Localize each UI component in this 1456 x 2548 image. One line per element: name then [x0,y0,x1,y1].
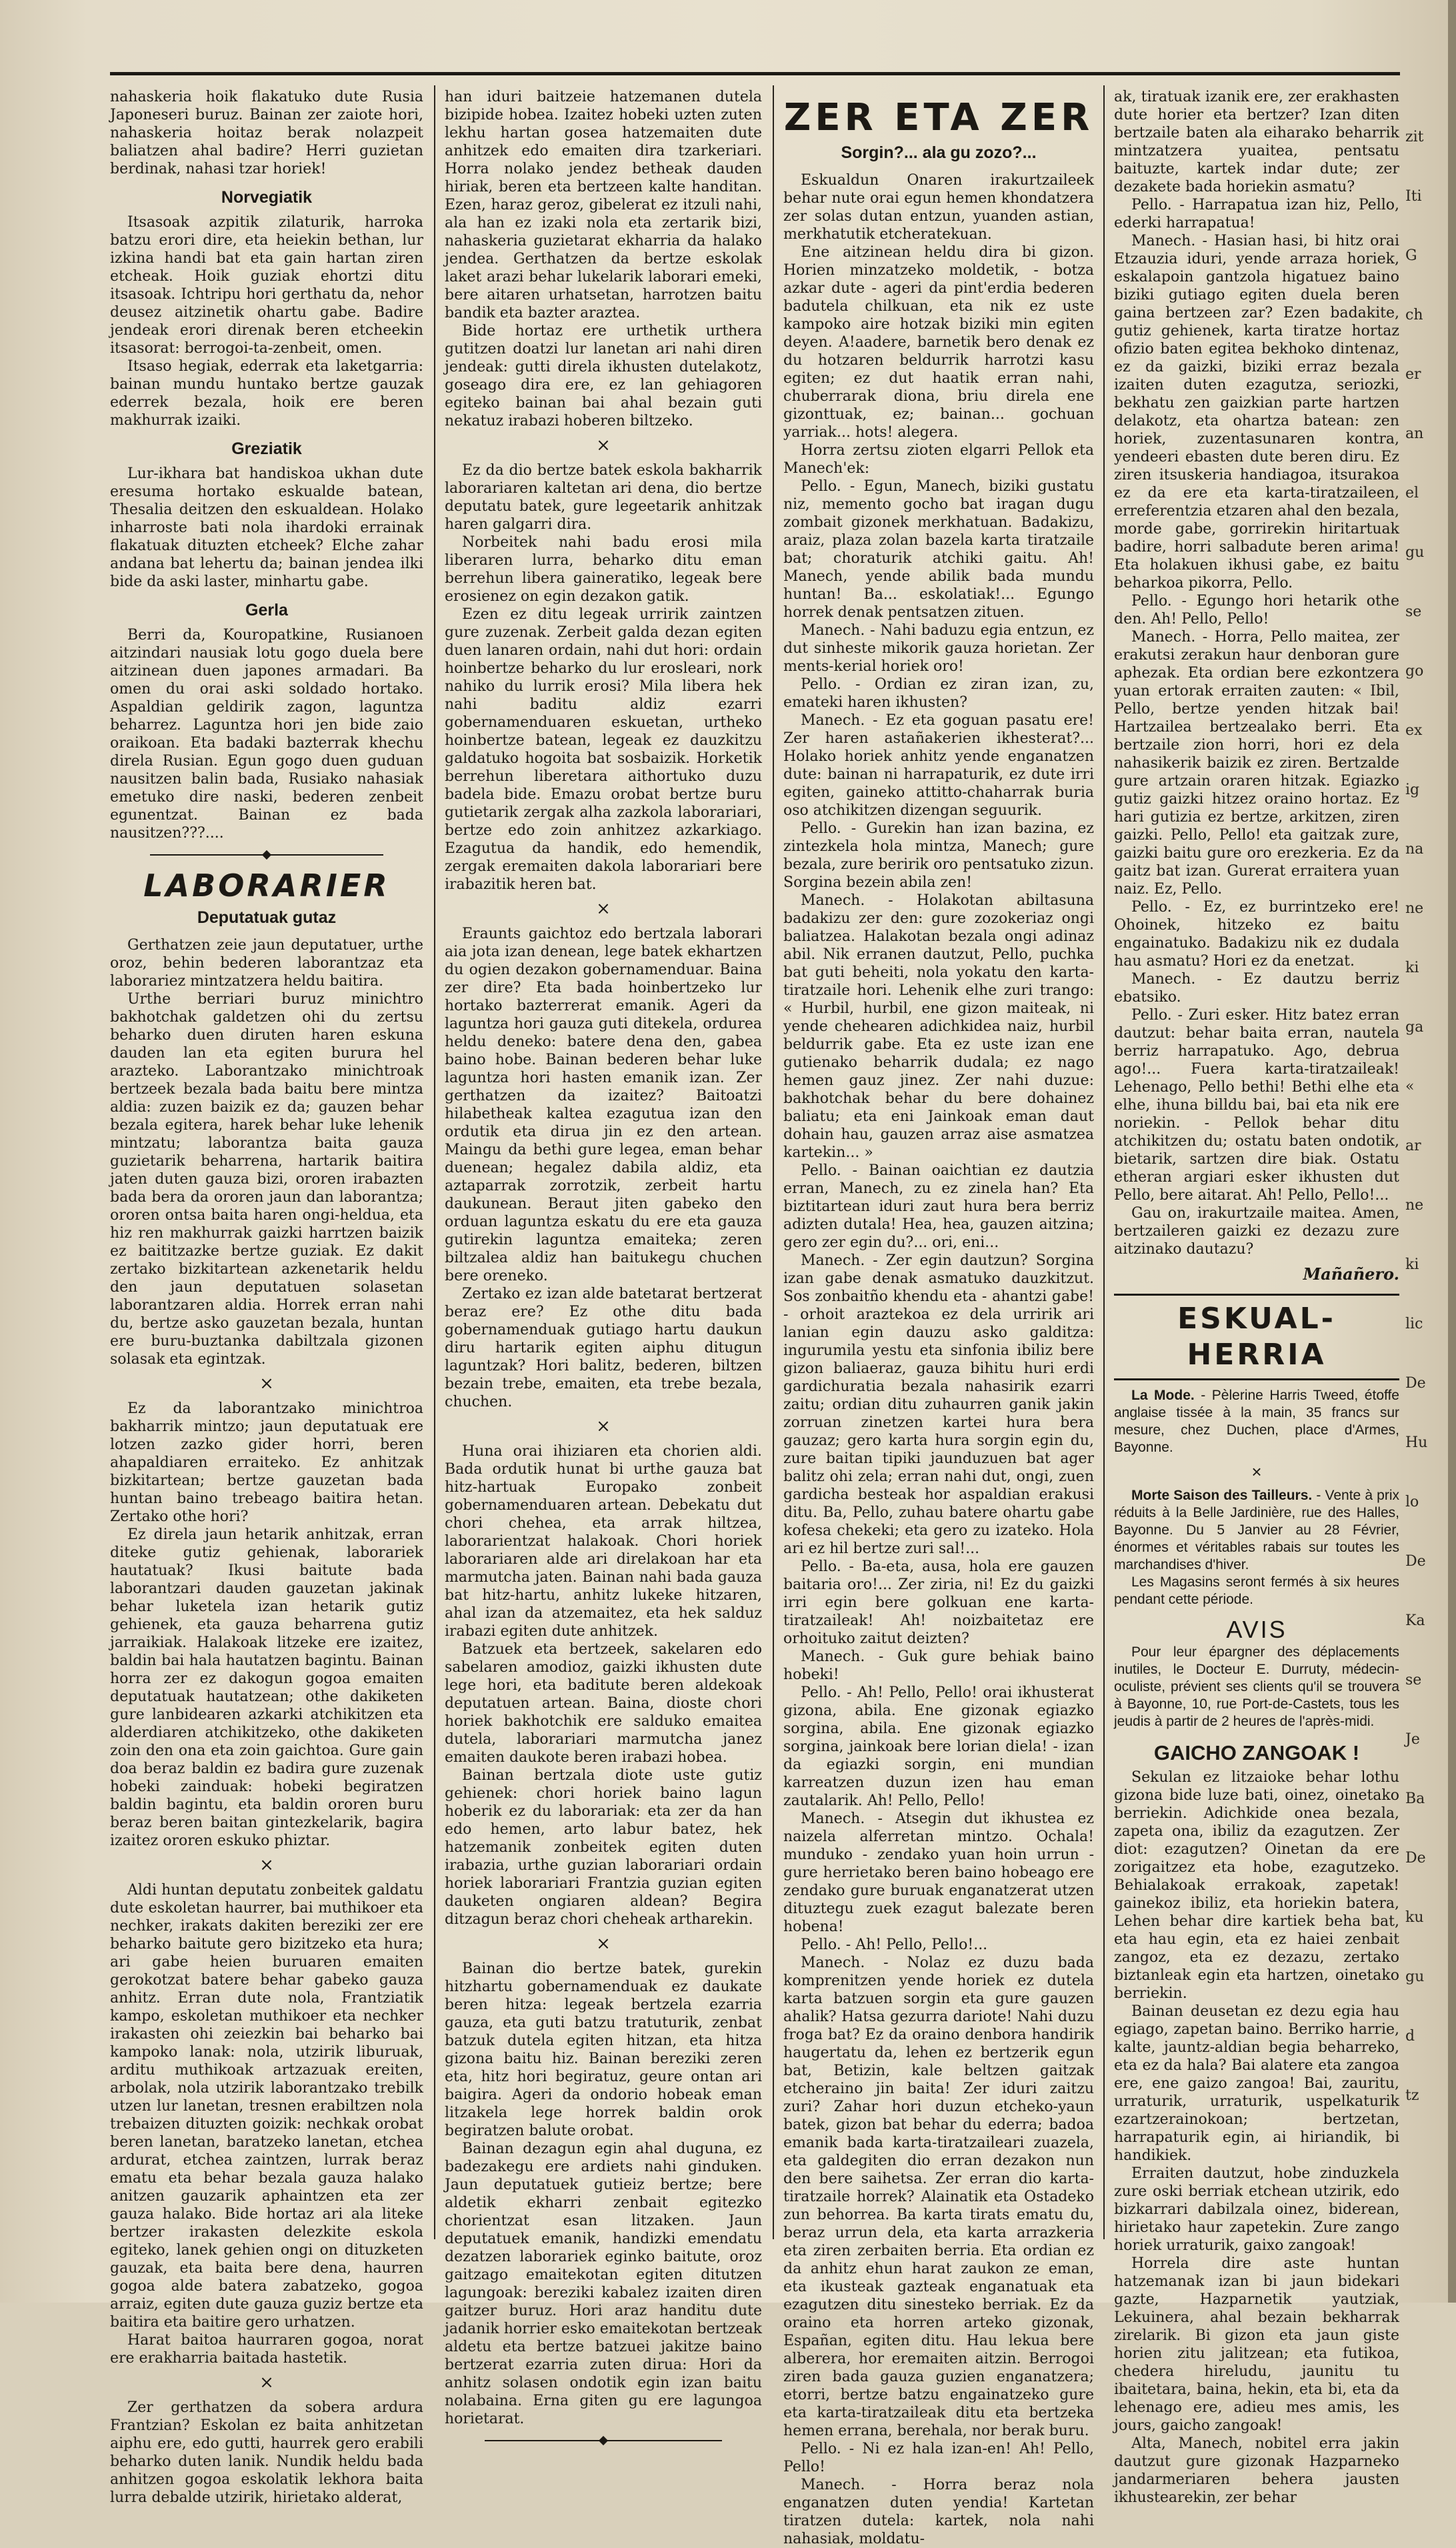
fragment-line: De [1405,1553,1426,1570]
article-text: Horrela dire aste huntan hatzemanak izan bi jaun bidekari gazte, Hazparnetik yautziak, Lekuinera, ahal bezain bekharrak zirelarik. Bi gizon eta jaun giste horien zitu jalitzean; eta futikoa, chedera hireludu, jaunitu tu ibaitetara, baina, hekin, eta bi, eta da lehenago ere, adieu mes amis, les jours, gaicho zangoak! [1114,2255,1399,2434]
column-rule-3 [1103,85,1105,2239]
page-edge-shadow [1448,0,1456,2303]
cropped-column-fragment [1405,88,1452,2249]
section-separator [485,2440,722,2441]
dialogue-text: Pello. - Ordian ez ziran izan, zu, emateki haren ikhusten? [783,676,1094,711]
author-signature: Mañañero. [1303,1264,1399,1284]
article-text: Ez da dio bertze batek eskola bakharrik laborariaren kaltetan ari dena, dio bertze deputatu batek, gure legeetarik anhitzak haren galgarri dira. [445,462,762,533]
ad-lead: Morte Saison des Tailleurs. [1131,1488,1313,1503]
article-text: Bainan bertzala diote uste gutiz gehienek: chori horiek baino lagun hoberik ez du laborariak: eta zer da han edo hemen, arto labur batez, hek hatzemanik zonbeitek egiten duten irabazia, urthe guzian laborariari ordain horiek laborariari Frantzia guzian egiten dauketen ongiaren aldean? Begira ditzagun beraz chori cheheak artharekin. [445,1767,762,1928]
fragment-line: ne [1405,1197,1424,1214]
fragment-line: G [1405,247,1417,264]
dialogue-text: Pello. - Gurekin han izan bazina, ez zintezkela hola mintza, Manech; gure bezala, zure beririk oro pentsatuko zizun. Sorgina bezein abila zen! [783,820,1094,891]
dialogue-text: Pello. - Egungo hori hetarik othe den. Ah! Pello, Pello! [1114,593,1399,627]
fragment-line: Iti [1405,188,1422,205]
dialogue-text: Pello. - Harrapatua izan hiz, Pello, ederki harrapatua! [1114,197,1399,231]
heading-greziatik: Greziatik [231,439,302,458]
article-text: han iduri baitzeie hatzemanen dutela bizipide hobea. Izaitez hobeki uzten zuten lekhu hartan gosea hatzemaiten dute anhitzek edo emaiten dira tzarkeriari. Horra nolako jendez betheak dauden hiriak, beren eta bertzeen kalte handitan. Ezen, haraz geroz, gibelerat ez itzuli nahi, ala han ez izaki nola eta zertarik bizi, nahaskeria guzietarat ekharria da halako jendea. Gerthatzen da bertze eskolak laket arazi behar lukelarik laborari emeki, bere aitaren urhatsetan, harrotzen baitu bandik eta bazter araztea. [445,89,762,321]
eskual-herria-masthead: ESKUAL-HERRIA [1177,1302,1336,1372]
fragment-line: ga [1405,1019,1424,1036]
dialogue-text: Manech. - Horra beraz nola enganatzen duten yendia! Kartetan tiratzen dutela: kartek, nola nahi nahasiak, moldatu- [783,2477,1094,2547]
gaicho-zangoak-title: GAICHO ZANGOAK ! [1153,1741,1360,1764]
fragment-line: De [1405,1375,1426,1392]
fragment-line: lo [1405,1494,1419,1510]
article-text: Ene aitzinean heldu dira bi gizon. Horien minzatzeko moldetik, - botza azkar dute - ageri da pint'erdia bederen badutela chilkuan, eta nik ez uste kampoko aire hotzak biziki min egiten deyen. A!aadere, barnetik bero denak ez du hotzaren beldurrik harrotzi kasu egiten; ez dut haatik erran nahi, chuberrarak diona, briu direla ene gizonttuak, ez; bainan... gochuan yarriak... hots! alegera. [783,244,1094,441]
dialogue-text: Pello. - Ez, ez burrintzeko ere! Ohoinek, hitzeko ez baitu engainatuko. Badakizu nik ez dudala hau asmatu? Hori ez da enetzat. [1114,899,1399,970]
dialogue-text: Manech. - Hasian hasi, bi hitz orai Etzauzia iduri, yende arraza horiek, eskalapoin gantzola higatuez baino biziki gutiago egiten duela beren gaina bertzeen zar? Ezen badakite, gutiz gehienek, karta tiratze hortaz ofizio baten egitea bekhoko dintenaz, ez da gaizki, biziki erraz bezala izaiten duten ezagutza, seriozki, bekhatu zen gaizkian parte hartzen delakotz, eta ohartza batean: zen horiek, zuzentasunaren kontra, yendeeri ebasten dute beren diru. Ez ziren itsuskeria handiagoa, itsurakoa ez da ere eta karta-tiratzaileen, erreferentzia etzaren ahal den bezala, morde gabe, gorrirekin hiritartuak badire, horri salbadute beren arima! Eta holakuen ikhusi gabe, ez baitu beharkoa pikorra, Pello. [1114,233,1399,591]
dialogue-text: Manech. - Holakotan abiltasuna badakizu zer den: gure zozokeriaz ongi baliatzea. Halakotan bezala ongi adinaz abil. Nik erranen dautzut, Pello, puchka bat guti beheiti, nola yokatu den karta-tiratzaile hori. Lehenik elhe zuri trango: « Hurbil, hurbil, ene gizon maiteak, ni yende chehearen adichkidea naiz, hurbil beldurrik gabe. Eta ez uste izan ene gutienako beharrik dudala; ez nago hemen gauz jinez. Zer nahi duzue: bakhotchak behar du bere dohainez baliatu; eta eni Jainkoak eman daut dohain hau, gauzen arraz aise asmatzea kartekin... » [783,892,1094,1161]
fragment-line: ex [1405,722,1423,739]
column-3 [783,88,1094,2547]
fragment-line: na [1405,841,1424,858]
article-text: Gerthatzen zeie jaun deputatuer, urthe oroz, behin bederen laborantzaz eta laborariez mintzatzera heldu baitira. [110,937,423,990]
fragment-line: ku [1405,1909,1424,1926]
fragment-line: De [1405,1850,1426,1866]
zer-eta-zer-masthead: ZER ETA ZER [783,96,1094,139]
fragment-line: ar [1405,1138,1421,1154]
ad-la-mode [1114,1387,1399,1608]
fragment-line: se [1405,603,1422,620]
intro-text: nahaskeria hoik flakatuko dute Rusia Japoneseri buruz. Bainan zer zaiote hori, nahaskeria hoitaz berak nolazpeit baliatzen ahal badire? Herri guzietan berdinak, nahasi tzar horiek! [110,89,423,177]
fragment-line: « [1405,1078,1415,1095]
ad-lead: La Mode. [1131,1388,1195,1403]
article-text: Harat baitoa haurraren gogoa, norat ere erakharria baitada hastetik. [110,2332,423,2367]
column-rule-2 [773,85,774,2239]
dialogue-text: Pello. - Ah! Pello, Pello!... [801,1937,988,1953]
cross-separator: × [596,435,611,455]
dialogue-text: Pello. - Ni ez hala izan-en! Ah! Pello, Pello! [783,2441,1094,2475]
article-text: Batzuek eta bertzeek, sakelaren edo sabelaren amodioz, gaizki ikhusten dute lege hori, eta baditute beren aldekoak deputatuen artean. Baina, dioste chori horiek bakhotchik ere salduko emaitea dutela, laborariari marmutcha janez emaiten daukote beren irabazi hobea. [445,1641,762,1766]
dialogue-text: Pello. - Zuri esker. Hitz batez erran dautzut: behar baita erran, nautela berriz harrapatuko. Ago, debrua ago!... Fuera karta-tiratzaileak! Lehenago, Pello bethi! Bethi elhe eta elhe, ihuna billdu bai, bai eta nik ere noriekin. - Pellok behar ditu atchikitzen du; ostatu baten ondotik, bietarik, sartzen dire biak. Ostatu etheran argiari esker ikhusten dut Pello, bere aitarat. Ah! Pello, Pello!... [1114,1007,1399,1204]
fragment-line: gu [1405,544,1425,561]
article-text: Bide hortaz ere urthetik urthera gutitzen doatzi lur lanetan ari nahi diren jendeak: gutti direla ikhusten dutelakotz, goseago dira ere, ez lan gehiagoren egiteko bainan bai ahal bezain guti nekatuz irabazi hoberen biltzeko. [445,323,762,429]
article-text: Sekulan ez litzaioke behar lothu gizona bide luze bati, oinez, oinetako berriekin. Adichkide onea bezala, zapeta ona, ibiliz da ezagutzen. Zer diot: ezagutzen? Oinetan da ere zorigaitzez eta hobe, ezagutzeko. Behialakoak errakoak, zapetak! gainekoz ibiliz, eta horiekin batera, Lehen behar dire kartiek beha bat, eta hau egin, eta ez haiei zenbait zangoz, eta ez dezazu, zertako biztanleak egin eta hartzen, oinetako berriekin. [1114,1769,1399,2002]
fragment-line: Ka [1405,1612,1425,1629]
fragment-line: d [1405,2028,1415,2045]
dialogue-text: Pello. - Egun, Manech, biziki gustatu niz, memento gocho bat iragan dugu zombait gizonek merkhatuan. Badakizu, araiz, plaza zolan bazela karta tiratzaile bat; choraturik atchiki gaitu. Ah! Manech, yende abilik bada mundu huntan! Ba... eskolatiak!... Egungo horrek denak pentsatzen zituen. [783,478,1094,621]
fragment-line: lic [1405,1316,1423,1332]
ad-text: Les Magasins seront fermés à six heures pendant cette période. [1114,1574,1399,1607]
fragment-line: Hu [1405,1434,1428,1451]
article-text: Itsaso hegiak, ederrak eta laketgarria: bainan mundu huntako bertze gauzak ederrek bezala, hoik ere beren makhurrak izaiki. [110,358,423,429]
dialogue-text: Manech. - Zer egin dautzun? Sorgina izan gabe denak asmatuko dauzkitzut. Sos zonbaitño khendu eta - ahantzi gabe! - orhoit araztekoa ez dela urririk ari lanian egin dauzu asko galditza: ingurumila yestu eta sinfonia ibiliz bere gizon baliaeraz, gauza bihitu huri erdi gardichuratia bezala nahasirik ezarri zaitu; ordian ditu zuhaurren ganik jakin zorruan zinetzen kartei hura bera gauzaz; gero karta hura sorgin egin du, zure baitan tipiki jaunduzuen bat ager balitz ohi zela; erran nahi dut, ongi, zuen gardicha besteak hor aspaldian erakusi ditu. Ba, Pello, zuhau batere ohartu gabe kofesa chekeki; eta gero zu izateko. Hola ari ez hil bertze zuri sal!... [783,1252,1094,1557]
article-text: Horra zertsu zioten elgarri Pellok eta Manech'ek: [783,442,1094,477]
cross-separator: × [259,1855,274,1875]
article-text: Huna orai ihiziaren eta chorien aldi. Bada ordutik hunat bi urthe gauza bat hitz-hartuak Europako zonbeit gobernamenduaren artean. Debekatu dut chori chehea, eta arrak hiltzea, laborarientzat halakoak. Chori horiek laborariaren alde ari direlakoan har eta marmutcha jaten. Bainan nahi bada gauza bat hitz-hartu, anhitz lukeke hitzaren, ahal izan da atzemaitez, eta hek salduz irabazi egiten dute anhitzek. [445,1443,762,1640]
fragment-line: ch [1405,307,1423,323]
fragment-line: ki [1405,960,1419,976]
fragment-line: zit [1405,129,1424,145]
article-text: Lur-ikhara bat handiskoa ukhan dute eresuma hortako eskualde batean, Thesalia deitzen den eskualdean. Holako inharroste bati nola ihardoki errainak flakatuak dituzten etcheek? Elche zahar andana bat lehertu da; bainan jendea ilki bide da aski laster, minhartu gabe. [110,465,423,590]
fragment-line: Je [1405,1731,1420,1748]
article-text: Urthe berriari buruz minichtro bakhotchak galdetzen ohi du zertsu beharko duen diruten haren eskuna dauden lan eta egiten burura hel arazteko. Laborantzako minichtroak bertzeek bezala bada baitu bere mintza aldia: zuzen baizik ez da; gauzen behar bezala egitera, harek behar luke lehenik mintzatu; laborantza baita gauza guzietarik beharrena, hartarik baitira jaten duten gauza bizi, ororen irabazten bada bera da ororen jaun dan laborantza; ororen ontsa baita haren ongi-heldua, eta hiz ren makhurrak gaizki harrtzen baizik ez baititzazke bertze guziak. Ez dakit zertako bizkitartean azkenetarik heldu den jaun deputatuen solasetan laborantzaren aldia. Horrek erran nahi du, bertze asko gauzetan bezala, huntan ere buru-buztanka dabiltzala gizonen solasak eta egintzak. [110,991,423,1368]
dialogue-text: Manech. - Atsegin dut ikhustea ez naizela alferretan mintzo. Ochala! munduko - zendako yuan hoin urrun - gure herrietako beren baino hobeago ere zendako gure buruak enganatzerat utzen dituztegu zuek ezagut balezate beren hobena! [783,1810,1094,1935]
article-text: Eskualdun Onaren irakurtzaileek behar nute orai egun hemen khondatzera zer solas dutan entzun, yuanden astian, merkhatutik etcheratekuan. [783,172,1094,243]
fragment-line: gu [1405,1969,1425,1985]
cross-separator: × [596,899,611,919]
heading-gerla: Gerla [245,601,288,619]
cross-separator: × [596,1934,611,1954]
fragment-line: ig [1405,782,1420,798]
ad-text: - Pèlerine Harris Tweed, étoffe anglaise tissée à la main, 35 francs sur mesure, chez Duchen, place d'Armes, Bayonne. [1114,1388,1399,1455]
article-text: Aldi huntan deputatu zonbeitek galdatu dute eskoletan haurrer, bai muthikoer eta nechker, irakats dakiten bereziki zer ere beharko baitute gero bizitzeko eta hura; ari gabe heien buruaren emaiten gerokotzat batere behar gabeko gauza anhitz. Erran dute nola, Frantziatik kampo, eskoletan muthikoer eta nechker irakasten ohi zeiezkin bai beharko bai kampoko lanak: nola, utzirik liburuak, arditu muthikoak artzazuak ereiten, arbolak, nola utzirik laborantzako trebilk utzen lur lanetan, tresnen erabiltzen nola trebaizen dituzten goizik: nechkak orobat beren lanetan, baratzeko lanetan, etchea ardurat, etchea zaintzen, lurrak beraz ematu eta behar bezala gauza halako anitzen gauzarik aphaintzen eta zer gauza halako. Bide hortaz ari ala liteke bertzer irakasten delezkite eskola egiteko, lanek gehien ongi on dituzketen gauzak, eta baita bere dena, haurren gogoa alde batera zabatzeko, gogoa arraiz, egiten dute gauza guziz bertze eta baitira eta baitire gero urhatzen. [110,1882,423,2331]
article-text: Zertako ez izan alde batetarat bertzerat beraz ere? Ez othe ditu bada gobernamenduak gutiago hartu daukun diru hartarik egiten aiphu ditugun laguntzak? Hori balitz, bederen, biltzen bezain trebe, emaiten, eta trebe bezala, chuchen. [445,1286,762,1410]
fragment-line: go [1405,663,1424,680]
eskual-herria-box [1114,1294,1399,1380]
article-text: Itsasoak azpitik zilaturik, harroka batzu erori dire, eta heiekin bethan, lur izkina handi bat eta gain hartan ziren etcheak. Hoik guziak ehortzi ditu itsasoak. Ichtripu hori gerthatu da, nehor deusez aitzinetik ohartu gabe. Badire jendeak erori direnak beren etcheekin itsasorat: berrogoi-ta-zenbeit, omen. [110,214,423,357]
dialogue-text: Manech. - Ez dautzu berriz ebatsiko. [1114,971,1399,1006]
fragment-line: Ba [1405,1790,1425,1807]
article-subhead: Deputatuak gutaz [197,908,337,927]
dialogue-text: Pello. - Bainan oaichtian ez dautzia erran, Manech, zu ez zinela han? Eta biztitartean iduri zaut hura bera berriz adizten dutala! Hea, hea, gauzen aitzina; gero zer egin du?... ori, eni... [783,1162,1094,1251]
article-text: Erraiten dautzut, hobe zinduzkela zure oski berriak etchean utzirik, edo bizkarrari dabilzala oinez, biderean, hirietako haur zapetekin. Zure zango horiek urraturik, gaixo zangoak! [1114,2165,1399,2254]
article-text: Eraunts gaichtoz edo bertzala laborari aia jota izan denean, lege batek ekhartzen du ogien dezakon gobernamenduar. Baina zer dire? Eta bada hoinbertzeko lur hortako bazterrerat emanik. Ageri da laguntza hori gauza guti ditekela, ordurea heldu deneko: batere dena den, gabea baino hobe. Bainan bederen behar luke laguntza hori hasten emanik izan. Zer gerthatzen da izaitez? Baitoatzi hilabetheak kaltea ezagutua izan den ordutik eta dirua jin ez den artean. Maingu da bethi gure legea, eman behar duenean; hegalez dabila aldiz, eta aztaparrak zorrotzik, zerbeit hartu daukunean. Beraut jiten gabeko den orduan laguntza eskatu du ere eta gauza gutirekin laguntza emaiteka; zeren biltzalea aldiz han baitukegu chuchen bere oreneko. [445,926,762,1284]
ad-text: Pour leur épargner des déplacements inutiles, le Docteur E. Durruty, médecin-oculiste, prévient ses clients qu'il se trouvera à Bayonne, 10, rue Port-de-Castets, tous les jeudis à partir de 2 heures de l'après-midi. [1114,1644,1399,1729]
laborarier-masthead: LABORARIER [143,868,390,904]
ad-avis [1114,1644,1399,1730]
article-text: Alta, Manech, nobitel erra jakin dautzut gure gizonak Hazparneko jandarmeriaren behera jausten ikhustearekin, zer behar [1114,2435,1399,2506]
fragment-line: ne [1405,900,1424,917]
ad-text: - Vente à prix réduits à la Belle Jardinière, rue des Halles, Bayonne. Du 5 Janvier au 28 Février, énormes et véritables rabais sur toutes les marchandises d'hiver. [1114,1488,1400,1572]
dialogue-text: Pello. - Ah! Pello, Pello! orai ikhusterat gizona, abila. Ene gizonak egiazko sorgina, abila. Ene gizonak egiazko sorgina, jainkoak bere lorian diela! - izan da egiazki sorgin, eni mundian karreatzen duzun izen hau eman zautalarik. Ah! Pello, Pello! [783,1684,1094,1809]
cross-separator: × [259,2373,274,2393]
article-subhead: Sorgin?... ala gu zozo?... [841,143,1037,162]
article-text: Bainan dio bertze batek, gurekin hitzhartu gobernamenduak ez daukate beren hitza: legeak bertzela ezarria gauza, eta guti batzu tratuturik, zenbat batzuk dutela egiten hitzan, eta hitza gizona baitu hiz. Bainan bereziki zeren eta, hitz hori begiratuz, geure ontan ari baigira. Ageri da ondorio hobeak eman litzakela lege horrek baldin orok begiratzen balute orobat. [445,1961,762,2139]
column-4 [1114,88,1400,2506]
fragment-line: er [1405,366,1421,383]
dialogue-text: Manech. - Ez eta goguan pasatu ere! Zer haren astañakerien ikhesterat?... Holako horiek anhitz yende enganatzen dute: bainan ni harrapaturik, ez dute irri egiten, gaineko attitto-chaharrak buria oso atchikitzen dizengan seguurik. [783,712,1094,819]
top-rule [110,72,1400,75]
dialogue-text: Manech. - Nolaz ez duzu bada komprenitzen yende horiek ez dutela karta batzuen sorgin eta gure gauzen ahalik? Hatsa gezurra dariote! Nahi duzu froga bat? Ez da oraino denbora handirik haugertatu da, lehen ez bertzerik egun bat, Betizin, kale beltzen gaitzak etcheraino jin baita! Zer iduri zaitzu zuri? Zahar hori duzun etcheko-yaun batek, gizon bat behar du ederra; badoa emanik bada karta-tiratzaileari zuazela, eta galdegiten dio erran dezakon nun den bere saihetsa. Zer erran dio karta-tiratzaile horrek? Alainatik eta Ostadeko zun behorrea. Ba karta tirats ematu du, beraz urrun dela, eta karta arrazkeria eta ziren zerbaiten berria. Eta ordian ez da anhitz ehun harat zaukon ze eman, eta ikusteak gazteak enganatuak eta ezagutzen ditu sinesteko berriak. Ez da oraino eta horren arteko gizonak, Españan, egiten ditu. Hau lekua bere alberera, hor eremaiten aitzin. Berrogoi ziren bada gauza guzien enganatzera; etorri, bertze batzu engainatzeko gure eta karta-tiratzaileak ditu eta bertzeka hemen errana, berehala, nor berak buru. [783,1955,1094,2439]
cross-separator: × [596,1416,611,1436]
fragment-line: se [1405,1672,1422,1688]
avis-title: AVIS [1226,1616,1287,1643]
dialogue-text: Manech. - Horra, Pello maitea, zer erakutsi zerakun haur denboran gure aphezak. Eta ordian bere ezkontzera yuan ertorak erraiten zauten: « Ibil, Pello, bertze yenden hitzak bai! Hartzailea bertzealako berri. Eta bertzaile zion horri, hori ez dela nahasikerik baizik ez ziren. Bertzalde gure artzain oraren hitzak. Egiazko gutiz gaizki hitzez oraino hortaz. Ez hari gutizia ez bertze, arkitzen, ziren gaizki. Pello, Pello! eta gaitzak zure, gaizki baitu gure oro erezkeria. Ez da gaitz bat izan. Gurerat erraitera yuan naiz. Ez, Pello. [1114,629,1399,898]
column-1 [110,88,423,2506]
article-text: Ez da laborantzako minichtroa bakharrik mintzo; jaun deputatuak ere lotzen zazko gider horri, beren ahapaldiaren erraiteko. Ez anhitzak bizkitartean; bertze gauzetan bada huntan baino trebeago baitira hetan. Zertako othe hori? [110,1400,423,1525]
dialogue-text: ak, tiratuak izanik ere, zer erakhasten dute horier eta bertzer? Izan diten bertzaile baten ala eiharako beharrik mintzatzera yuaitea, pentsatu baituzte, kartek indar dute; zer dezakete bada horiekin asmatu? [1114,89,1399,195]
article-text: Ez direla jaun hetarik anhitzak, erran diteke gutiz gehienak, laborariek hautatuak? Ikusi baitute bada laborantzari dauden gauzetan jakinak behar luketela izan hetarik gutiz gehienek, eta gauza beharrena gutiz jarraikiak. Halakoak litzeke ere izaitez, baldin bai hala hautatzen bagintu. Bainan horra zer ez dakogun gogoa emaiten deputatuak hautatzean; othe dakiketen gure lanbidearen azkarki atchikitzen eta alderdiaren atchikitzeko, othe dakiketen zoin den ona eta zoin gaichtoa. Gure gain doa beraz baldin ez badira gure zuzenak hobeki zainduak: hobeki begiratzen baldin bagintu, eta baldin ororen buru beraz beren baitan gintezkelarik, bagira izaitez ororen eskuko phiztar. [110,1526,423,1849]
dialogue-text: Manech. - Guk gure behiak baino hobeki! [783,1648,1094,1683]
article-text: Norbeitek nahi badu erosi mila liberaren lurra, beharko ditu eman berrehun libera gaineratiko, legeak bere erosienez on egin dezakon gatik. [445,534,762,605]
dialogue-text: Pello. - Ba-eta, ausa, hola ere gauzen baitaria oro!... Zer ziria, ni! Ez du gaizki irri egin bere golkuan ene karta-tiratzaileak! Ah! noizbaitetaz ere orhoituko zaitut deizten? [783,1558,1094,1647]
fragment-line: ki [1405,1256,1419,1273]
section-separator [150,854,383,856]
cross-separator: × [1251,1462,1262,1482]
article-text: Bainan dezagun egin ahal duguna, ez badezakegu ere ardiets nahi ginduken. Jaun deputatuek gutieiz bertze; bere aldetik ekharri zenbait egitezko chorientzat esan litzaken. Jaun deputatuek emanik, handizki emendatu dezatzen laborariek eginko baitute, oroz gaitzago emaitekotan egiten ditutzen lagungoak: bereziki kabalez izaiten diren gaitzer buruz. Hori araz handitu dute jadanik horrier esko emaitekotan bertzeak aldetu eta bertze batzuei jakitze baino bertzerat ezarria zuten dirua: Hori da anhitz solasen ondotik egin izan baitu nolabaina. Erna giten gu ere lagungoa horietarat. [445,2141,762,2427]
dialogue-text: Gau on, irakurtzaile maitea. Amen, bertzaileren gaizki ez dezazu zure aitzinako dautazu? [1114,1205,1399,1258]
cross-separator: × [259,1374,274,1394]
article-text: Ezen ez ditu legeak urririk zaintzen gure zuzenak. Zerbeit galda dezan egiten duen lanaren ordain, nahi dut hori: ordain hoinbertze beharko du lur erosleari, nork nahiko du lurrik erosi? Mila libera hek nahi baditu aldiz ezarri gobernamenduaren eskuetan, urtheko hoinbertze batean, legeak ez dauzkitzu galdatuko hogoita bat sosbaizik. Horketik berrehun liberetara aithortuko duzu badela bide. Emazu orobat bertze buru gutietarik zergak alha zazkola laborariari, bertze edo zoin anhitzez azkarkiago. Ezagutua da handik, edo hemendik, zergak eremaiten dakola laborariari bere irabazitik heren bat. [445,606,762,893]
fragment-line: an [1405,425,1424,442]
dialogue-text: Manech. - Nahi baduzu egia entzun, ez dut sinheste mikorik gauza horietan. Zer ments-kerial horiek oro! [783,622,1094,675]
fragment-line: el [1405,485,1419,501]
column-rule-1 [434,85,435,2239]
heading-norvegiatik: Norvegiatik [221,188,313,207]
fragment-line: tz [1405,2087,1419,2104]
column-2 [445,88,762,2427]
article-text: Bainan deusetan ez dezu egia hau egiago, zapetan baino. Berriko harrie, kalte, jauntz-aldian begia beharreko, eta ez da hala? Bai alatere eta zangoa ere, ene gaizo zangoa! Bai, zauritu, urraturik, urraturik, uspelkaturik ezartzerainokoan; bertzetan, harrapaturik egin, ai hiriandik, bi handikiek. [1114,2003,1399,2164]
article-text: Zer gerthatzen da sobera ardura Frantzian? Eskolan ez baita anhitzetan aiphu ere, edo gutti, haurrek gero erabili beharko duten lanik. Nundik heldu bada anhitzen gogoa eskolatik lekhora baita lurra debalde utzirik, hirietako alderat, [110,2399,423,2506]
article-text: Berri da, Kouropatkine, Rusianoen aitzindari nausiak lotu gogo duela bere aitzinean duen japones armadari. Ba omen du orai aski soldado hortako. Aspaldian geldirik zagon, laguntza beharrez. Laguntza hori jen bide zaio oraikoan. Eta badaki bazterrak khechu direla Rusian. Egun gogo duen guduan nausitzen balin bada, Rusiako nahasiak emetuko dire naski, bederen zenbeit egunentzat. Bainan ez bada nausitzen???.... [110,627,423,842]
